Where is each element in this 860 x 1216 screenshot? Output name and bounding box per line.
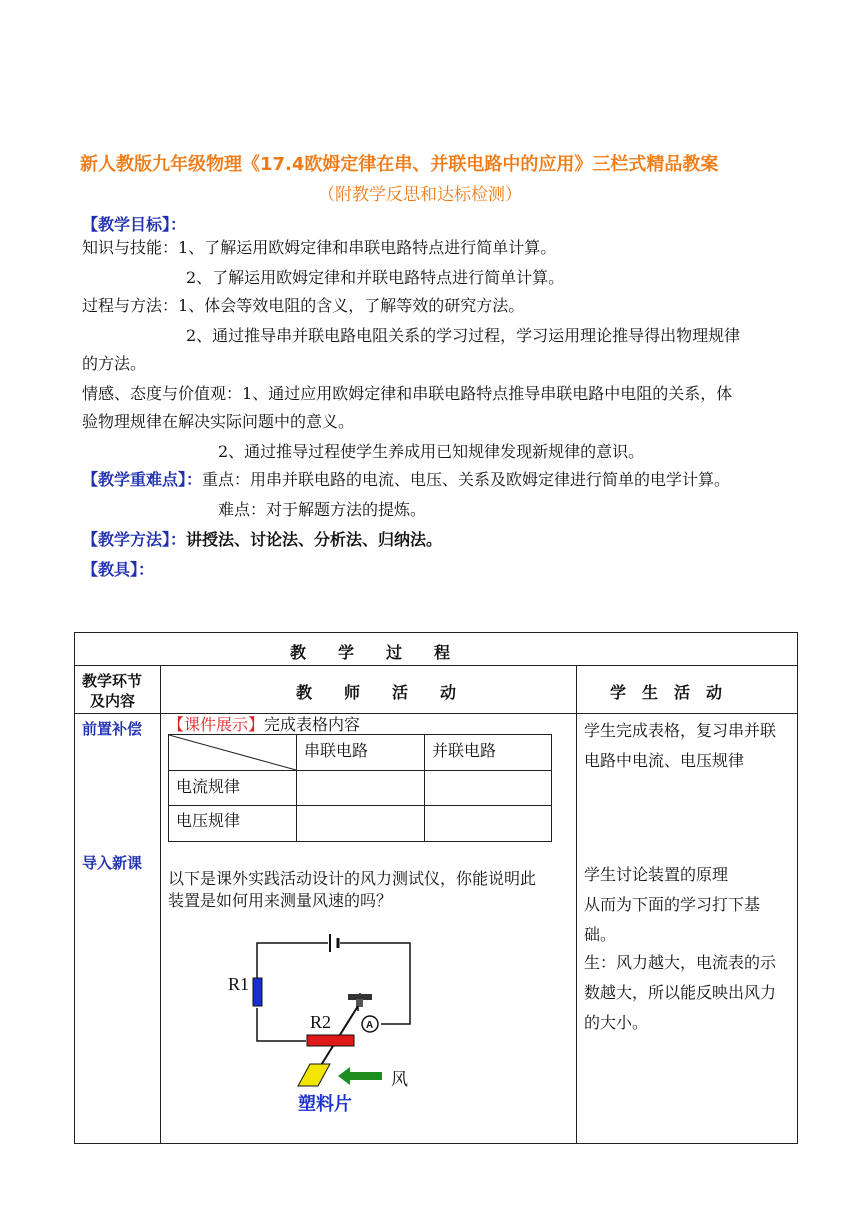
inner-row-current: 电流规律: [176, 777, 241, 796]
key-points-difficulty: 难点：对于解题方法的提炼。: [218, 500, 427, 519]
row1-teacher-line: [168, 712, 360, 735]
col-section-line2: 及内容: [90, 692, 136, 710]
inner-divider: [424, 735, 425, 841]
process-item-2a: 2、通过推导串并联电路电阻关系的学习过程，学习运用理论推导得出物理规律: [186, 326, 741, 345]
plastic-plate-icon: [298, 1064, 330, 1086]
row2-teacher-b: 装置是如何用来测量风速的吗？: [168, 891, 393, 910]
row2-student-4: 生：风力越大，电流表的示: [584, 953, 777, 972]
key-points-focus: 重点：用串并联电路的电流、电压、关系及欧姆定律进行简单的电学计算。: [202, 470, 731, 489]
knowledge-item-1: 1、了解运用欧姆定律和串联电路特点进行简单计算。: [178, 238, 557, 257]
key-points-line: [82, 466, 730, 494]
emotion-item-2: 2、通过推导过程使学生养成用已知规律发现新规律的意识。: [218, 442, 645, 461]
col-section-line1: 教学环节: [82, 672, 143, 690]
inner-row-voltage: 电压规律: [176, 811, 241, 830]
methods-heading: 【教学方法】：: [82, 530, 187, 549]
emotion-line-1: [82, 380, 732, 408]
r2-label: R2: [310, 1012, 332, 1032]
row2-teacher-a: 以下是课外实践活动设计的风力测试仪，你能说明此: [168, 869, 537, 888]
circuit-wire: [340, 943, 410, 1024]
circuit-wire: [257, 1008, 306, 1041]
inner-header-series: 串联电路: [304, 741, 369, 760]
courseware-tag: 【课件展示】: [168, 715, 265, 734]
key-points-heading: 【教学重难点】：: [82, 470, 203, 489]
circuit-wire: [257, 943, 328, 990]
row2-student-5: 数越大，所以能反映出风力: [584, 983, 777, 1002]
col-teacher-header: 教 师 活 动: [296, 683, 457, 702]
r1-resistor-icon: [253, 978, 262, 1006]
col-student-header: 学 生 活 动: [610, 683, 723, 702]
r1-label: R1: [228, 974, 250, 994]
row2-student-2: 从而为下面的学习打下基: [584, 895, 761, 914]
ammeter-label: A: [366, 1020, 374, 1031]
knowledge-line-1: [82, 234, 556, 262]
knowledge-item-2: 2、了解运用欧姆定律和并联电路特点进行简单计算。: [186, 268, 565, 287]
inner-divider: [169, 805, 551, 806]
row2-student-6: 的大小。: [584, 1013, 649, 1032]
row2-section-label: 导入新课: [82, 854, 143, 872]
wind-label: 风: [391, 1070, 408, 1090]
process-item-1: 1、体会等效电阻的含义，了解等效的研究方法。: [178, 296, 525, 315]
table-title: 教 学 过 程: [290, 643, 451, 662]
table-divider: [75, 665, 797, 666]
wind-arrow-icon: [338, 1067, 382, 1085]
document-subtitle: （附教学反思和达标检测）: [318, 185, 522, 205]
process-line-1: [82, 292, 524, 320]
emotion-item-1a: 1、通过应用欧姆定律和串联电路特点推导串联电路中电阻的关系，体: [242, 384, 733, 403]
row1-task: 完成表格内容: [264, 715, 361, 734]
row2-student-1: 学生讨论装置的原理: [584, 865, 729, 884]
objectives-heading: 【教学目标】：: [82, 215, 187, 234]
emotion-item-1b: 验物理规律在解决实际问题中的意义。: [82, 412, 355, 431]
methods-text: 讲授法、讨论法、分析法、归纳法。: [186, 530, 443, 549]
emotion-label: 情感、态度与价值观：: [82, 384, 243, 403]
row1-student-a: 学生完成表格，复习串并联: [584, 721, 777, 740]
inner-header-parallel: 并联电路: [432, 741, 497, 760]
document-title: 新人教版九年级物理《17.4欧姆定律在串、并联电路中的应用》三栏式精品教案: [80, 154, 719, 175]
table-divider: [160, 665, 161, 1143]
r2-resistor-icon: [307, 1035, 354, 1046]
wind-meter-diagram: [210, 928, 470, 1118]
process-item-2b: 的方法。: [82, 354, 147, 373]
tools-heading: 【教具】：: [82, 560, 155, 579]
row1-section-label: 前置补偿: [82, 720, 143, 738]
row1-student-b: 电路中电流、电压规律: [584, 751, 745, 770]
row2-student-3: 础。: [584, 925, 617, 944]
knowledge-label: 知识与技能：: [82, 238, 179, 257]
process-label: 过程与方法：: [82, 296, 179, 315]
table-divider: [576, 665, 577, 1143]
plate-label: 塑料片: [298, 1094, 352, 1115]
methods-line: [82, 526, 442, 554]
header-diagonal: [169, 735, 297, 771]
